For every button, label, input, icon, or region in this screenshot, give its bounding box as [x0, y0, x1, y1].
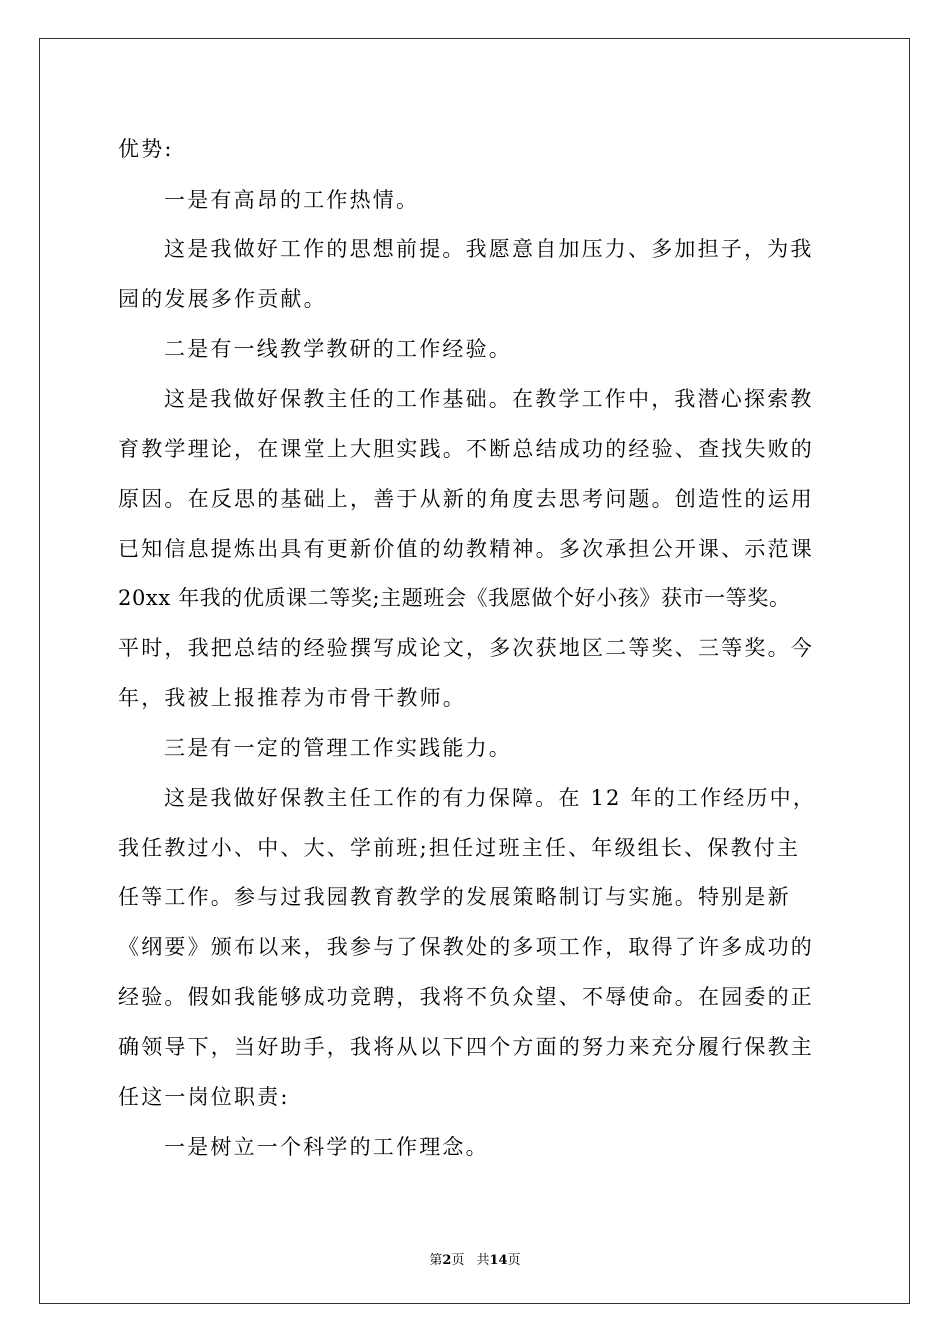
text-line: 原因。在反思的基础上，善于从新的角度去思考问题。创造性的运用: [118, 487, 814, 511]
text-line: 《纲要》颁布以来，我参与了保教处的多项工作，取得了许多成功的: [118, 935, 814, 959]
total-suffix: 页: [507, 1253, 521, 1268]
page-number: 2: [442, 1253, 452, 1268]
text-line: 一是有高昂的工作热情。: [164, 188, 420, 212]
page-footer: [0, 1249, 950, 1268]
text-line: 这是我做好保教主任工作的有力保障。在 12 年的工作经历中，: [164, 786, 817, 810]
total-pages: 14: [489, 1253, 508, 1268]
text-line: 一是树立一个科学的工作理念。: [164, 1135, 489, 1159]
text-line: 20xx 年我的优质课二等奖;主题班会《我愿做个好小孩》获市一等奖。: [118, 586, 791, 610]
page-suffix: 页: [451, 1253, 465, 1268]
text-line: 任等工作。参与过我园教育教学的发展策略制订与实施。特别是新: [118, 885, 791, 909]
text-line: 确领导下，当好助手，我将从以下四个方面的努力来充分履行保教主: [118, 1035, 814, 1059]
text-line: 这是我做好工作的思想前提。我愿意自加压力、多加担子，为我: [164, 237, 814, 261]
text-line: 三是有一定的管理工作实践能力。: [164, 736, 512, 760]
text-line: 经验。假如我能够成功竞聘，我将不负众望、不辱使命。在园委的正: [118, 985, 814, 1009]
text-line: 园的发展多作贡献。: [118, 287, 327, 311]
text-line: 育教学理论，在课堂上大胆实践。不断总结成功的经验、查找失败的: [118, 437, 814, 461]
text-line: 这是我做好保教主任的工作基础。在教学工作中，我潜心探索教: [164, 387, 814, 411]
text-line: 二是有一线教学教研的工作经验。: [164, 337, 512, 361]
text-line: 年，我被上报推荐为市骨干教师。: [118, 686, 466, 710]
page-prefix: 第: [429, 1253, 443, 1268]
text-line: 平时，我把总结的经验撰写成论文，多次获地区二等奖、三等奖。今: [118, 636, 814, 660]
text-line: 任这一岗位职责:: [118, 1085, 290, 1109]
text-line: 优势:: [118, 137, 174, 161]
text-line: 已知信息提炼出具有更新价值的幼教精神。多次承担公开课、示范课: [118, 537, 814, 561]
page-border: [39, 38, 910, 1304]
text-line: 我任教过小、中、大、学前班;担任过班主任、年级组长、保教付主: [118, 836, 801, 860]
total-prefix: 共: [476, 1253, 490, 1268]
